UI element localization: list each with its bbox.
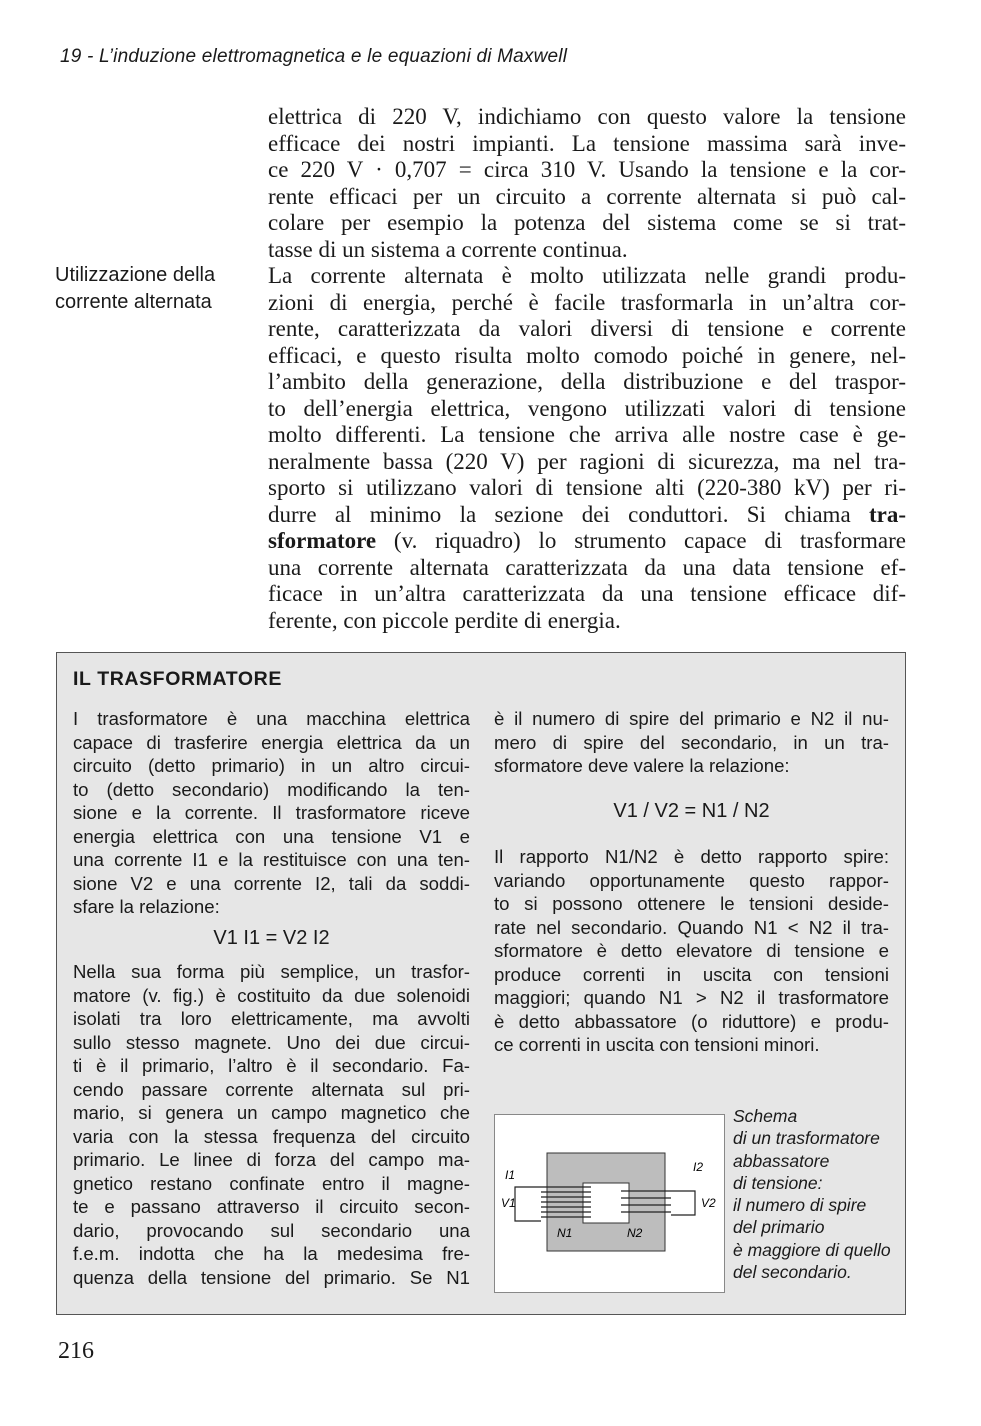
label-n1: N1 <box>557 1226 573 1240</box>
caption-line: abbassatore <box>733 1150 830 1171</box>
text-line: ferente, con piccole perdite di energia. <box>268 607 621 633</box>
transformer-box <box>56 652 906 1315</box>
text-line: maggiori; quando N1 > N2 il trasformatore <box>494 987 889 1008</box>
text-line: isolati tra loro elettricamente, ma avvolti <box>73 1008 470 1029</box>
margin-note <box>55 262 255 315</box>
text-line: quenza della tensione del primario. Se N1 <box>73 1266 470 1288</box>
text-line: primario. Le linee di forza del campo ma- <box>73 1149 470 1170</box>
text-line: ce correnti in uscita con tensioni minori. <box>494 1034 820 1055</box>
text-line: è il numero di spire del primario e N2 il nu- <box>494 708 889 729</box>
formula-power: V1 I1 = V2 I2 <box>213 926 330 949</box>
text-line: ficace in un’altra caratterizzata da una tensione efficace dif- <box>268 581 906 606</box>
caption-line: di un trasformatore <box>733 1128 880 1149</box>
text-line: sformatore è detto elevatore di tensione e <box>494 940 889 961</box>
box-column-left <box>73 707 470 1289</box>
margin-note-line: Utilizzazione della <box>55 264 216 286</box>
caption-line: del primario <box>733 1217 825 1238</box>
text-line: molto differenti. La tensione che arriva alle nostre case è ge- <box>268 422 906 447</box>
text-line: tasse di un sistema a corrente continua. <box>268 236 628 262</box>
text-line: sformatore deve valere la relazione: <box>494 755 790 776</box>
text-line: I trasformatore è una macchina elettrica <box>73 708 470 729</box>
text-line: colare per esempio la potenza del sistema come se si trat- <box>268 210 906 235</box>
text-line: dario, provocando sul secondario una <box>73 1219 470 1241</box>
formula-ratio: V1 / V2 = N1 / N2 <box>613 799 770 822</box>
text-line: neralmente bassa (220 V) per ragioni di sicurezza, ma nel tra- <box>268 448 906 474</box>
caption-line: è maggiore di quello <box>733 1239 891 1260</box>
caption-line: il numero di spire <box>733 1195 867 1216</box>
caption-line: di tensione: <box>733 1172 823 1193</box>
primary-wire <box>515 1187 541 1221</box>
text-line: mero di spire del secondario, in un tra- <box>494 731 889 753</box>
margin-note-line: corrente alternata <box>55 290 212 313</box>
text-line: rate nel secondario. Quando N1 < N2 il tra- <box>494 916 889 938</box>
text-line: to dell’energia elettrica, vengono utilizzati valori di tensione <box>268 395 906 421</box>
text-line: energia elettrica con una tensione V1 e <box>73 825 470 847</box>
text-line: efficaci, e questo risulta molto comodo poiché in genere, nel- <box>268 342 906 368</box>
text-line: f.e.m. indotta che ha la medesima fre- <box>73 1243 470 1264</box>
text-line: circuito (detto primario) in un altro circui- <box>73 755 470 776</box>
running-header: 19 - L’induzione elettromagnetica e le equazioni di Maxwell <box>60 46 568 67</box>
text-segment: durre al minimo la sezione dei conduttori. Si chiama <box>268 501 851 527</box>
box-column-right <box>494 707 889 1057</box>
text-line: Nella sua forma più semplice, un trasfor- <box>73 961 470 982</box>
label-n2: N2 <box>627 1226 643 1240</box>
page-number: 216 <box>58 1338 94 1364</box>
text-line: to (detto secondario) modificando la ten- <box>73 778 470 800</box>
text-line: La corrente alternata è molto utilizzata nelle grandi produ- <box>268 263 906 288</box>
text-line: sullo stesso magnete. Uno dei due circui- <box>73 1031 470 1053</box>
label-v1: V1 <box>501 1196 516 1210</box>
primary-coil <box>541 1187 591 1217</box>
text-line: rente, caratterizzata da valori diversi di tensione e corrente <box>268 316 906 341</box>
text-line: ti è il primario, l’altro è il secondario. Fa- <box>73 1055 470 1076</box>
caption-line: del secondario. <box>733 1262 852 1283</box>
text-line: to si possono ottenere le tensioni deside- <box>494 893 889 914</box>
box-title: IL TRASFORMATORE <box>73 668 282 690</box>
text-line: una corrente alternata caratterizzata da una data tensione ef- <box>268 554 906 580</box>
text-line: Il rapporto N1/N2 è detto rapporto spire: <box>494 846 889 867</box>
caption-line: Schema <box>733 1106 798 1126</box>
text-line <box>268 502 906 529</box>
text-segment: (v. riquadro) lo strumento capace di trasformare <box>376 528 906 553</box>
text-line: sporto si utilizzano valori di tensione alti (220-380 kV) per ri- <box>268 475 906 500</box>
text-line: gnetico restano confinate entro il magne- <box>73 1172 470 1194</box>
text-line: zioni di energia, perché è facile trasformarla in un’altra cor- <box>268 289 906 315</box>
text-line: cendo passare corrente alternata sul pri- <box>73 1078 470 1100</box>
text-line <box>268 528 906 555</box>
label-i2: I2 <box>693 1160 704 1174</box>
label-i1: I1 <box>505 1168 516 1182</box>
text-line: varia con la stessa frequenza del circuito <box>73 1125 470 1147</box>
transformer-diagram <box>494 1114 725 1293</box>
text-line: te e passano attraverso il circuito secon- <box>73 1196 470 1217</box>
text-line: è detto abbassatore (o riduttore) e produ- <box>494 1010 889 1032</box>
text-line: elettrica di 220 V, indichiamo con questo valore la tensione <box>268 104 906 129</box>
bold-term: tra- <box>868 501 906 527</box>
text-line: rente efficaci per un circuito a corrente alternata si può cal- <box>268 183 906 209</box>
text-line: produce correnti in uscita con tensioni <box>494 963 889 985</box>
bold-term: sformatore <box>268 528 377 553</box>
transformer-schema-svg <box>495 1115 724 1292</box>
text-line: mario, si genera un campo magnetico che <box>73 1102 470 1123</box>
text-line: sione e la corrente. Il trasformatore riceve <box>73 802 470 823</box>
secondary-wire <box>671 1191 695 1215</box>
text-line: capace di trasferire energia elettrica da un <box>73 731 470 753</box>
label-v2: V2 <box>701 1196 716 1210</box>
body-text <box>268 104 906 634</box>
text-line: variando opportunamente questo rappor- <box>494 869 889 891</box>
text-line: una corrente I1 e la restituisce con una ten- <box>73 849 470 870</box>
text-line: sione V2 e una corrente I2, tali da soddi- <box>73 872 470 894</box>
figure-caption <box>733 1105 913 1283</box>
text-line: efficace dei nostri impianti. La tensione massima sarà inve- <box>268 130 906 156</box>
text-line: l’ambito della generazione, della distribuzione e del traspor- <box>268 369 906 394</box>
text-line: ce 220 V · 0,707 = circa 310 V. Usando la tensione e la cor- <box>268 157 906 182</box>
text-line: matore (v. fig.) è costituito da due solenoidi <box>73 984 470 1006</box>
text-line: sfare la relazione: <box>73 896 220 917</box>
